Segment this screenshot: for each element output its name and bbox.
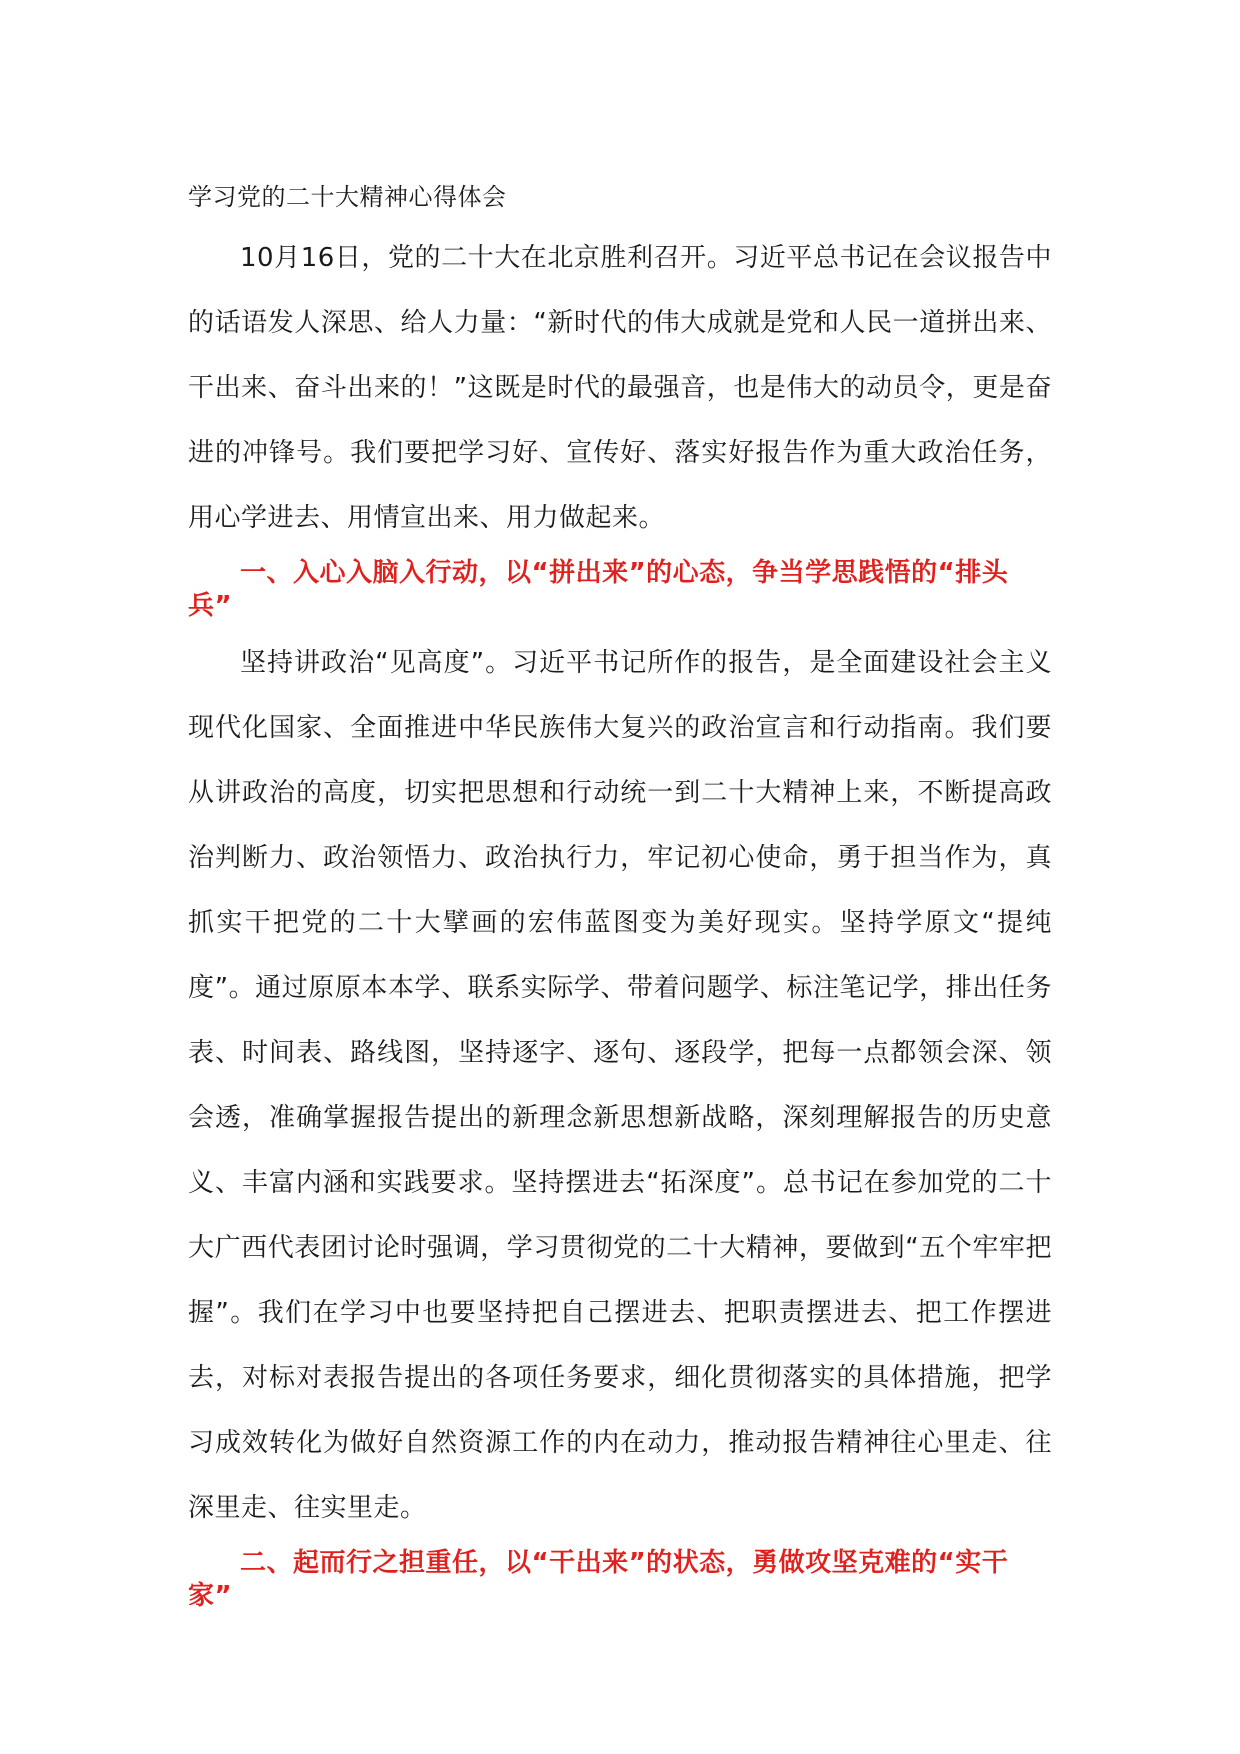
section-2-heading: 二、起而行之担重任，以“干出来”的状态，勇做攻坚克难的“实干家”: [188, 1548, 1009, 1611]
section-1-heading: 一、入心入脑入行动，以“拼出来”的心态，争当学思践悟的“排头兵”: [188, 558, 1009, 621]
section-1-body: 坚持讲政治“见高度”。习近平书记所作的报告，是全面建设社会主义现代化国家、全面推进中华民族伟大复兴的政治宣言和行动指南。我们要从讲政治的高度，切实把思想和行动统一到二十大精神上来，不断提高政治判断力、政治领悟力、政治执行力，牢记初心使命，勇于担当作为，真抓实干把党的二十大擘画的宏伟蓝图变为美好现实。坚持学原文“提纯度”。通过原原本本学、联系实际学、带着问题学、标注笔记学，排出任务表、时间表、路线图，坚持逐字、逐句、逐段学，把每一点都领会深、领会透，准确掌握报告提出的新理念新思想新战略，深刻理解报告的历史意义、丰富内涵和实践要求。坚持摆进去“拓深度”。总书记在参加党的二十大广西代表团讨论时强调，学习贯彻党的二十大精神，要做到“五个牢牢把握”。我们在学习中也要坚持把自己摆进去、把职责摆进去、把工作摆进去，对标对表报告提出的各项任务要求，细化贯彻落实的具体措施，把学习成效转化为做好自然资源工作的内在动力，推动报告精神往心里走、往深里走、往实里走。: [188, 648, 1052, 1523]
document-title: 学习党的二十大精神心得体会: [188, 183, 507, 211]
document-page: [188, 172, 1052, 1621]
intro-paragraph: 10月16日，党的二十大在北京胜利召开。习近平总书记在会议报告中的话语发人深思、给人力量：“新时代的伟大成就是党和人民一道拼出来、干出来、奋斗出来的！”这既是时代的最强音，也是伟大的动员令，更是奋进的冲锋号。我们要把学习好、宣传好、落实好报告作为重大政治任务，用心学进去、用情宣出来、用力做起来。: [188, 243, 1052, 533]
